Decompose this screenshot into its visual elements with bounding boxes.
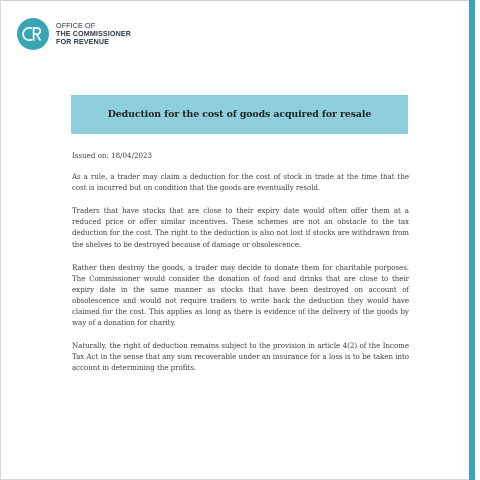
document-title: Deduction for the cost of goods acquired for resale: [107, 109, 372, 120]
page-edge: [475, 0, 480, 480]
logo-line-2: THE COMMISSIONER: [56, 28, 132, 38]
logo-line-1: OFFICE OF: [56, 20, 96, 30]
logo-line-3: FOR REVENUE: [56, 37, 110, 47]
document-body: [72, 150, 409, 386]
paragraph-3: Rather then destroy the goods, a trader may decide to donate them for charitable purposes. The Commissioner would consider the donation of food and drinks that are close to their expiry date in the same manner as stocks that have been destroyed on account of obsolescence and would not require traders to write back the deduction they would have claimed for the cost. This applies as long as there is evidence of the delivery of the goods by way of a donation for charity.: [72, 262, 409, 328]
paragraph-4: Naturally, the right of deduction remains subject to the provision in article 4(2) of the Income Tax Act in the sense that any sum recoverable under an insurance for a loss is to be taken into account in determining the profits.: [72, 341, 409, 373]
paragraph-2: Traders that have stocks that are close to their expiry date would often offer them at a reduced price or offer similar incentives. These schemes are not an obstacle to the tax deduction for the cost. The right to the deduction is also not lost if stocks are withdrawn from the shelves to be destroyed because of damage or obsolescence.: [72, 206, 409, 249]
page-border-top: [0, 0, 480, 1]
page-border-left: [0, 0, 1, 480]
title-banner: [71, 95, 408, 134]
logo-wordmark: [56, 22, 131, 47]
cfr-logo: [17, 17, 177, 51]
paragraph-1: As a rule, a trader may claim a deduction for the cost of stock in trade at the time that the cost is incurred but on condition that the goods are eventually resold.: [72, 172, 409, 193]
issued-date: Issued on: 18/04/2023: [72, 151, 153, 160]
cr-logo-icon: [17, 18, 49, 50]
